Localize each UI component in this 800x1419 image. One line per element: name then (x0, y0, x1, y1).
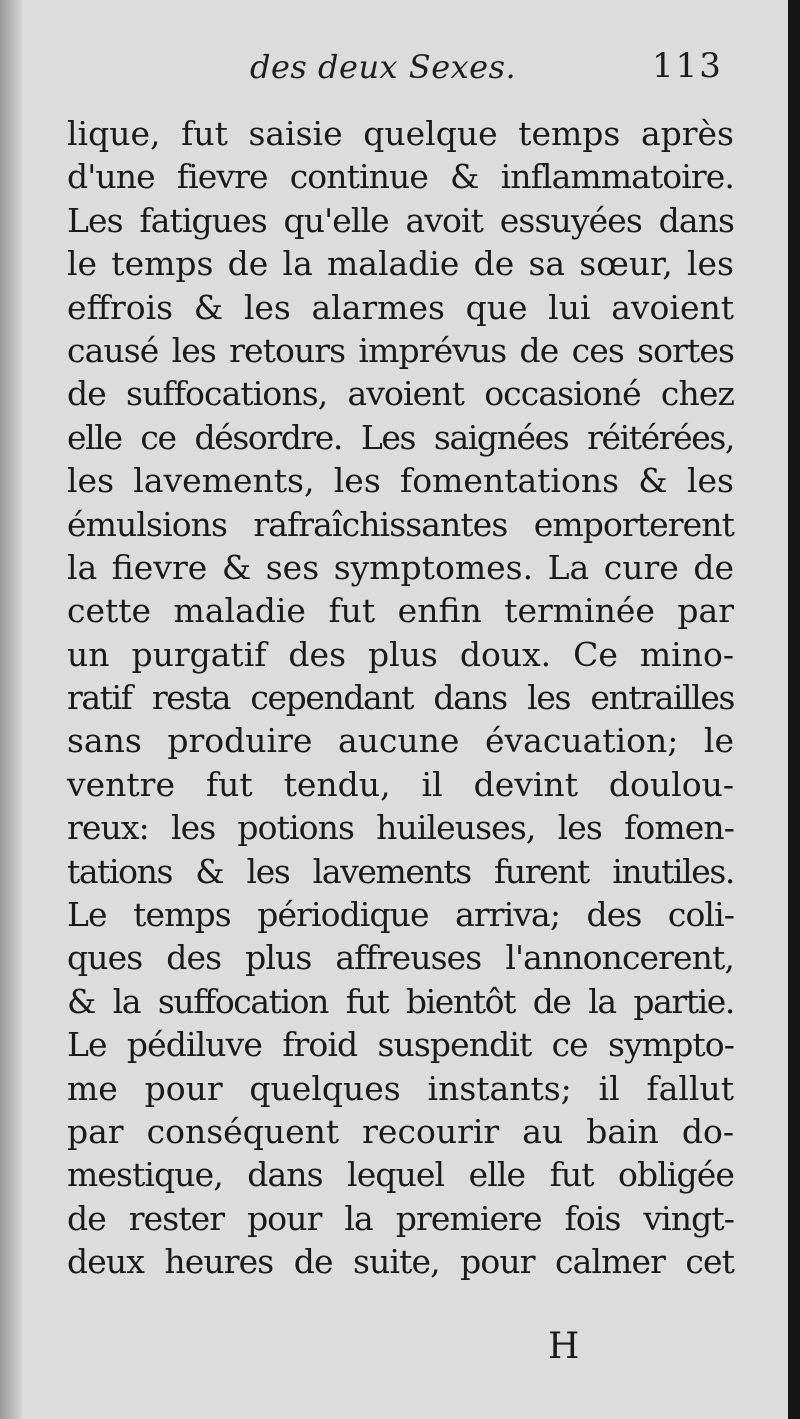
text-line: effrois & les alarmes que lui avoient (67, 287, 734, 327)
text-line: d'une fievre continue & inflammatoire. (67, 157, 734, 197)
signature-mark: H (548, 1326, 580, 1367)
text-line: Le temps périodique arriva; des coli- (67, 895, 734, 935)
text-line: de suffocations, avoient occasioné chez (67, 374, 734, 414)
text-line: elle ce désordre. Les saignées réitérées, (67, 417, 734, 457)
text-line: me pour quelques instants; il fallut (67, 1068, 734, 1108)
text-line: ratif resta cependant dans les entrailles (67, 678, 734, 718)
text-line: la fievre & ses symptomes. La cure de (67, 547, 734, 587)
text-line: Le pédiluve froid suspendit ce sympto- (67, 1025, 734, 1065)
text-line: & la suffocation fut bientôt de la partie. (67, 981, 734, 1021)
text-line: mestique, dans lequel elle fut obligée (67, 1155, 734, 1195)
text-line: de rester pour la premiere fois vingt- (67, 1198, 734, 1238)
text-line: émulsions rafraîchissantes emporterent (67, 504, 734, 544)
text-line: un purgatif des plus doux. Ce mino- (67, 634, 734, 674)
text-line: ques des plus affreuses l'annoncerent, (67, 938, 734, 978)
text-line: Les fatigues qu'elle avoit essuyées dans (67, 200, 734, 240)
text-line: deux heures de suite, pour calmer cet (67, 1242, 734, 1282)
text-line: ventre fut tendu, il devint doulou- (67, 764, 734, 804)
text-line: reux: les potions huileuses, les fomen- (67, 808, 734, 848)
body-text (67, 112, 734, 1284)
text-line: par conséquent recourir au bain do- (67, 1111, 734, 1151)
text-line: tations & les lavements furent inutiles. (67, 851, 734, 891)
text-line: lique, fut saisie quelque temps après (67, 114, 734, 153)
page-number: 113 (652, 46, 723, 86)
text-line: les lavements, les fomentations & les (67, 461, 734, 501)
text-line: sans produire aucune évacuation; le (67, 721, 734, 761)
text-line: le temps de la maladie de sa sœur, les (67, 244, 734, 284)
text-line: causé les retours imprévus de ces sortes (67, 330, 734, 370)
text-line: cette maladie fut enfin terminée par (67, 591, 734, 631)
running-title: des deux Sexes. (250, 48, 517, 86)
